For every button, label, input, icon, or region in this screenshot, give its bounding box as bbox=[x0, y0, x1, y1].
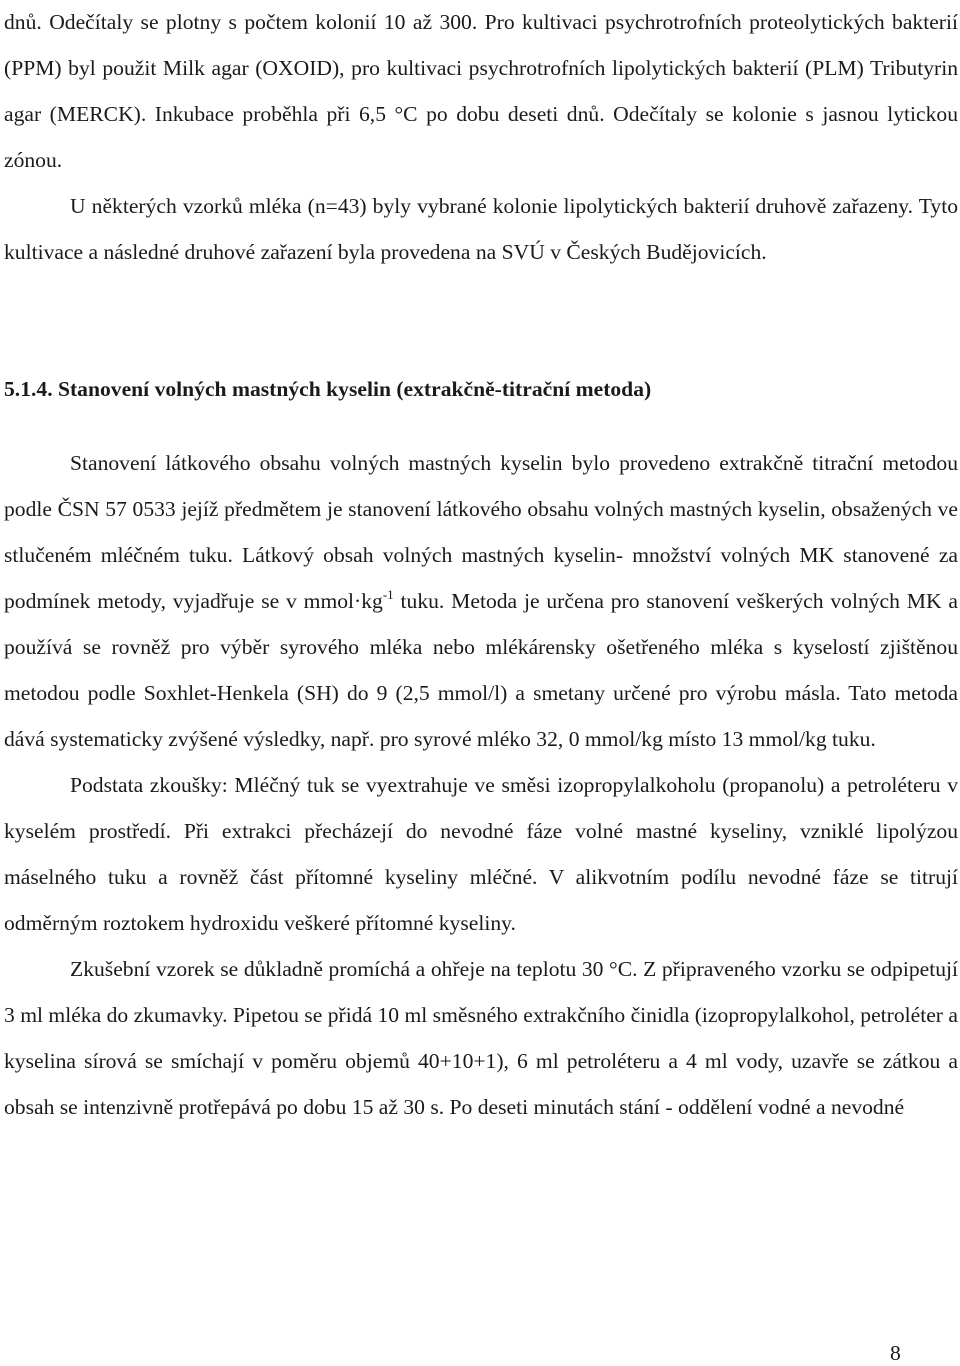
top-paragraph-2: U některých vzorků mléka (n=43) byly vybrané kolonie lipolytických bakterií druhově zařazeny. Tyto kultivace a následné druhové zařazení byla provedena na SVÚ v Českých Budějovicích. bbox=[4, 194, 958, 264]
page-number: 8 bbox=[890, 1341, 901, 1365]
top-paragraph-1: dnů. Odečítaly se plotny s počtem kolonií 10 až 300. Pro kultivaci psychrotrofních proteolytických bakterií (PPM) byl použit Milk agar (OXOID), pro kultivaci psychrotrofních lipolytických bakterií (PLM) Tributyrin agar (MERCK). Inkubace proběhla při 6,5 °C po dobu deseti dnů. Odečítaly se kolonie s jasnou lytickou zónou. bbox=[4, 10, 958, 172]
main-text-block bbox=[4, 440, 958, 1130]
top-text-block bbox=[4, 0, 958, 275]
paragraph-1-text-after-superscript: tuku. Metoda je určena pro stanovení veškerých volných MK a používá se rovněž pro výběr syrového mléka nebo mlékárensky ošetřeného mléka s kyselostí zjištěnou metodou podle Soxhlet-Henkela (SH) do 9 (2,5 mmol/l) a smetany určené pro výrobu másla. Tato metoda dává systematicky zvýšené výsledky, např. pro syrové mléko 32, 0 mmol/kg místo 13 mmol/kg tuku. bbox=[4, 589, 958, 751]
paragraph-1 bbox=[4, 440, 958, 762]
paragraph-2: Podstata zkoušky: Mléčný tuk se vyextrahuje ve směsi izopropylalkoholu (propanolu) a petroléteru v kyselém prostředí. Při extrakci přecházejí do nevodné fáze volné mastné kyseliny, vzniklé lipolýzou máselného tuku a rovněž část přítomné kyseliny mléčné. V alikvotním podílu nevodné fáze se titrují odměrným roztokem hydroxidu veškeré přítomné kyseliny. bbox=[4, 773, 958, 935]
paragraph-1-superscript: -1 bbox=[382, 587, 394, 602]
paragraph-3: Zkušební vzorek se důkladně promíchá a ohřeje na teplotu 30 °C. Z připraveného vzorku se odpipetují 3 ml mléka do zkumavky. Pipetou se přidá 10 ml směsného extrakčního činidla (izopropylalkohol, petroléter a kyselina sírová se smíchají v poměru objemů 40+10+1), 6 ml petroléteru a 4 ml vody, uzavře se zátkou a obsah se intenzivně protřepává po dobu 15 až 30 s. Po deseti minutách stání - oddělení vodné a nevodné bbox=[4, 957, 958, 1119]
paragraph-1-text-before-superscript: Stanovení látkového obsahu volných mastných kyselin bylo provedeno extrakčně titrační metodou podle ČSN 57 0533 jejíž předmětem je stanovení látkového obsahu volných mastných kyselin, obsažených ve stlučeném mléčném tuku. Látkový obsah volných mastných kyselin- množství volných MK stanovené za podmínek metody, vyjadřuje se v mmol·kg bbox=[4, 451, 958, 613]
section-heading: 5.1.4. Stanovení volných mastných kyselin (extrakčně-titrační metoda) bbox=[4, 377, 652, 401]
